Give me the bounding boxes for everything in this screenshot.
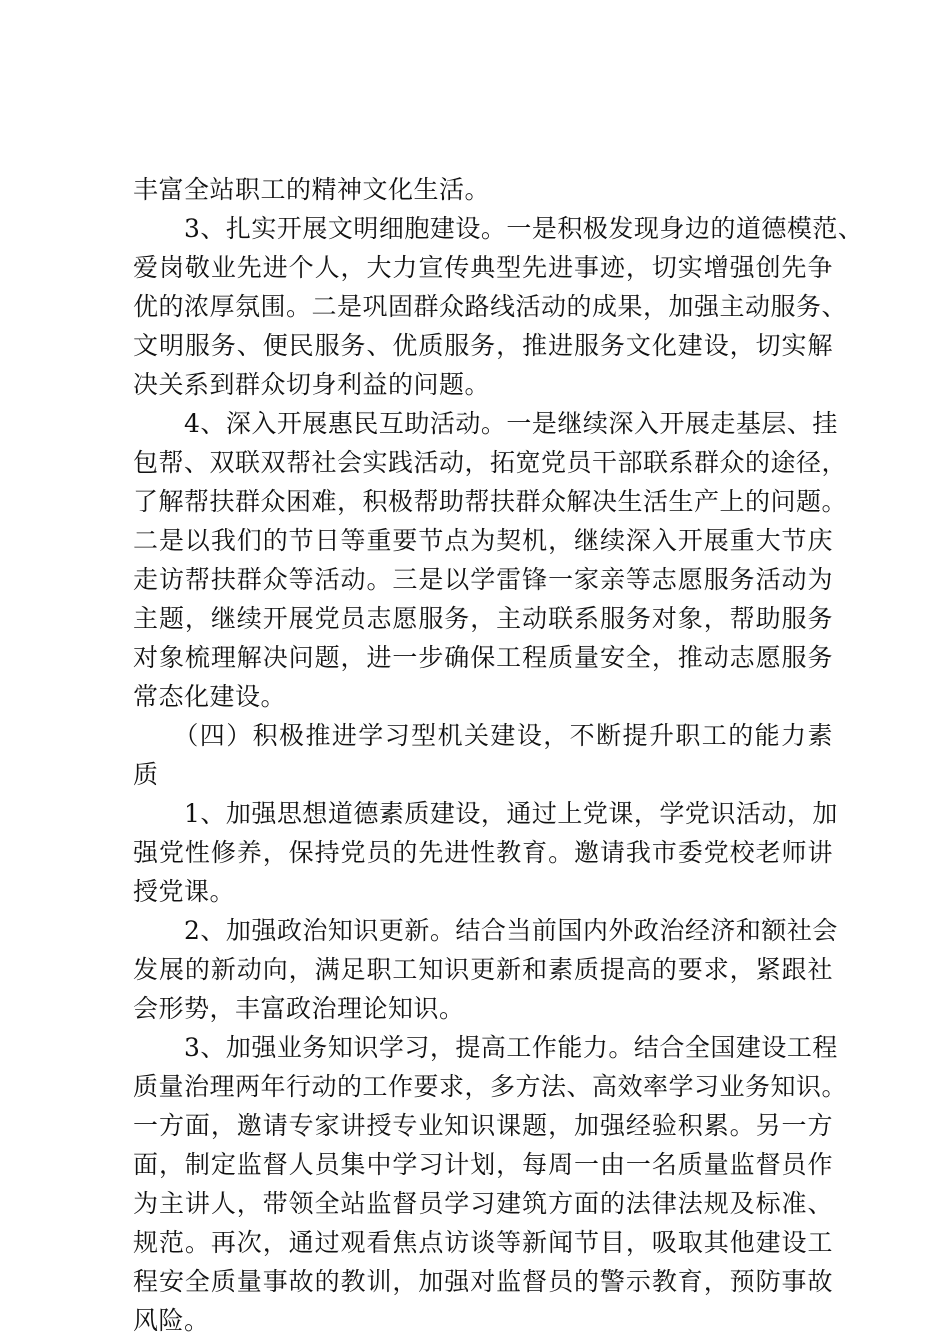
- text-line: 为主讲人，带领全站监督员学习建筑方面的法律法规及标准、: [133, 1189, 833, 1218]
- text-line: 4、深入开展惠民互助活动。一是继续深入开展走基层、挂: [133, 409, 838, 438]
- text-line: 质量治理两年行动的工作要求，多方法、高效率学习业务知识。: [133, 1072, 848, 1101]
- text-line: 文明服务、便民服务、优质服务，推进服务文化建设，切实解: [133, 331, 833, 360]
- text-line: 授党课。: [133, 877, 236, 906]
- text-line: 2、加强政治知识更新。结合当前国内外政治经济和额社会: [133, 916, 838, 945]
- text-line: 丰富全站职工的精神文化生活。: [133, 175, 491, 204]
- text-line: 程安全质量事故的教训，加强对监督员的警示教育，预防事故: [133, 1267, 833, 1296]
- text-line: 规范。再次，通过观看焦点访谈等新闻节目，吸取其他建设工: [133, 1228, 833, 1257]
- text-line: 了解帮扶群众困难，积极帮助帮扶群众解决生活生产上的问题。: [133, 487, 848, 516]
- text-line: 爱岗敬业先进个人，大力宣传典型先进事迹，切实增强创先争: [133, 253, 833, 282]
- text-line: 包帮、双联双帮社会实践活动，拓宽党员干部联系群众的途径，: [133, 448, 848, 477]
- text-line: 决关系到群众切身利益的问题。: [133, 370, 491, 399]
- text-line: 一方面，邀请专家讲授专业知识课题，加强经验积累。另一方: [133, 1111, 833, 1140]
- text-line: 对象梳理解决问题，进一步确保工程质量安全，推动志愿服务: [133, 643, 833, 672]
- text-line: 二是以我们的节日等重要节点为契机，继续深入开展重大节庆: [133, 526, 833, 555]
- section-heading: 质: [133, 760, 159, 789]
- text-line: 优的浓厚氛围。二是巩固群众路线活动的成果，加强主动服务、: [133, 292, 848, 321]
- text-line: 强党性修养，保持党员的先进性教育。邀请我市委党校老师讲: [133, 838, 833, 867]
- text-line: 走访帮扶群众等活动。三是以学雷锋一家亲等志愿服务活动为: [133, 565, 833, 594]
- text-line: 发展的新动向，满足职工知识更新和素质提高的要求，紧跟社: [133, 955, 833, 984]
- section-heading: （四）积极推进学习型机关建设，不断提升职工的能力素: [133, 721, 833, 750]
- text-line: 会形势，丰富政治理论知识。: [133, 994, 465, 1023]
- text-line: 面，制定监督人员集中学习计划，每周一由一名质量监督员作: [133, 1150, 833, 1179]
- text-line: 风险。: [133, 1306, 210, 1335]
- text-line: 主题，继续开展党员志愿服务，主动联系服务对象，帮助服务: [133, 604, 833, 633]
- text-line: 1、加强思想道德素质建设，通过上党课，学党识活动，加: [133, 799, 838, 828]
- text-line: 3、扎实开展文明细胞建设。一是积极发现身边的道德模范、: [133, 214, 864, 243]
- text-line: 常态化建设。: [133, 682, 287, 711]
- text-line: 3、加强业务知识学习，提高工作能力。结合全国建设工程: [133, 1033, 838, 1062]
